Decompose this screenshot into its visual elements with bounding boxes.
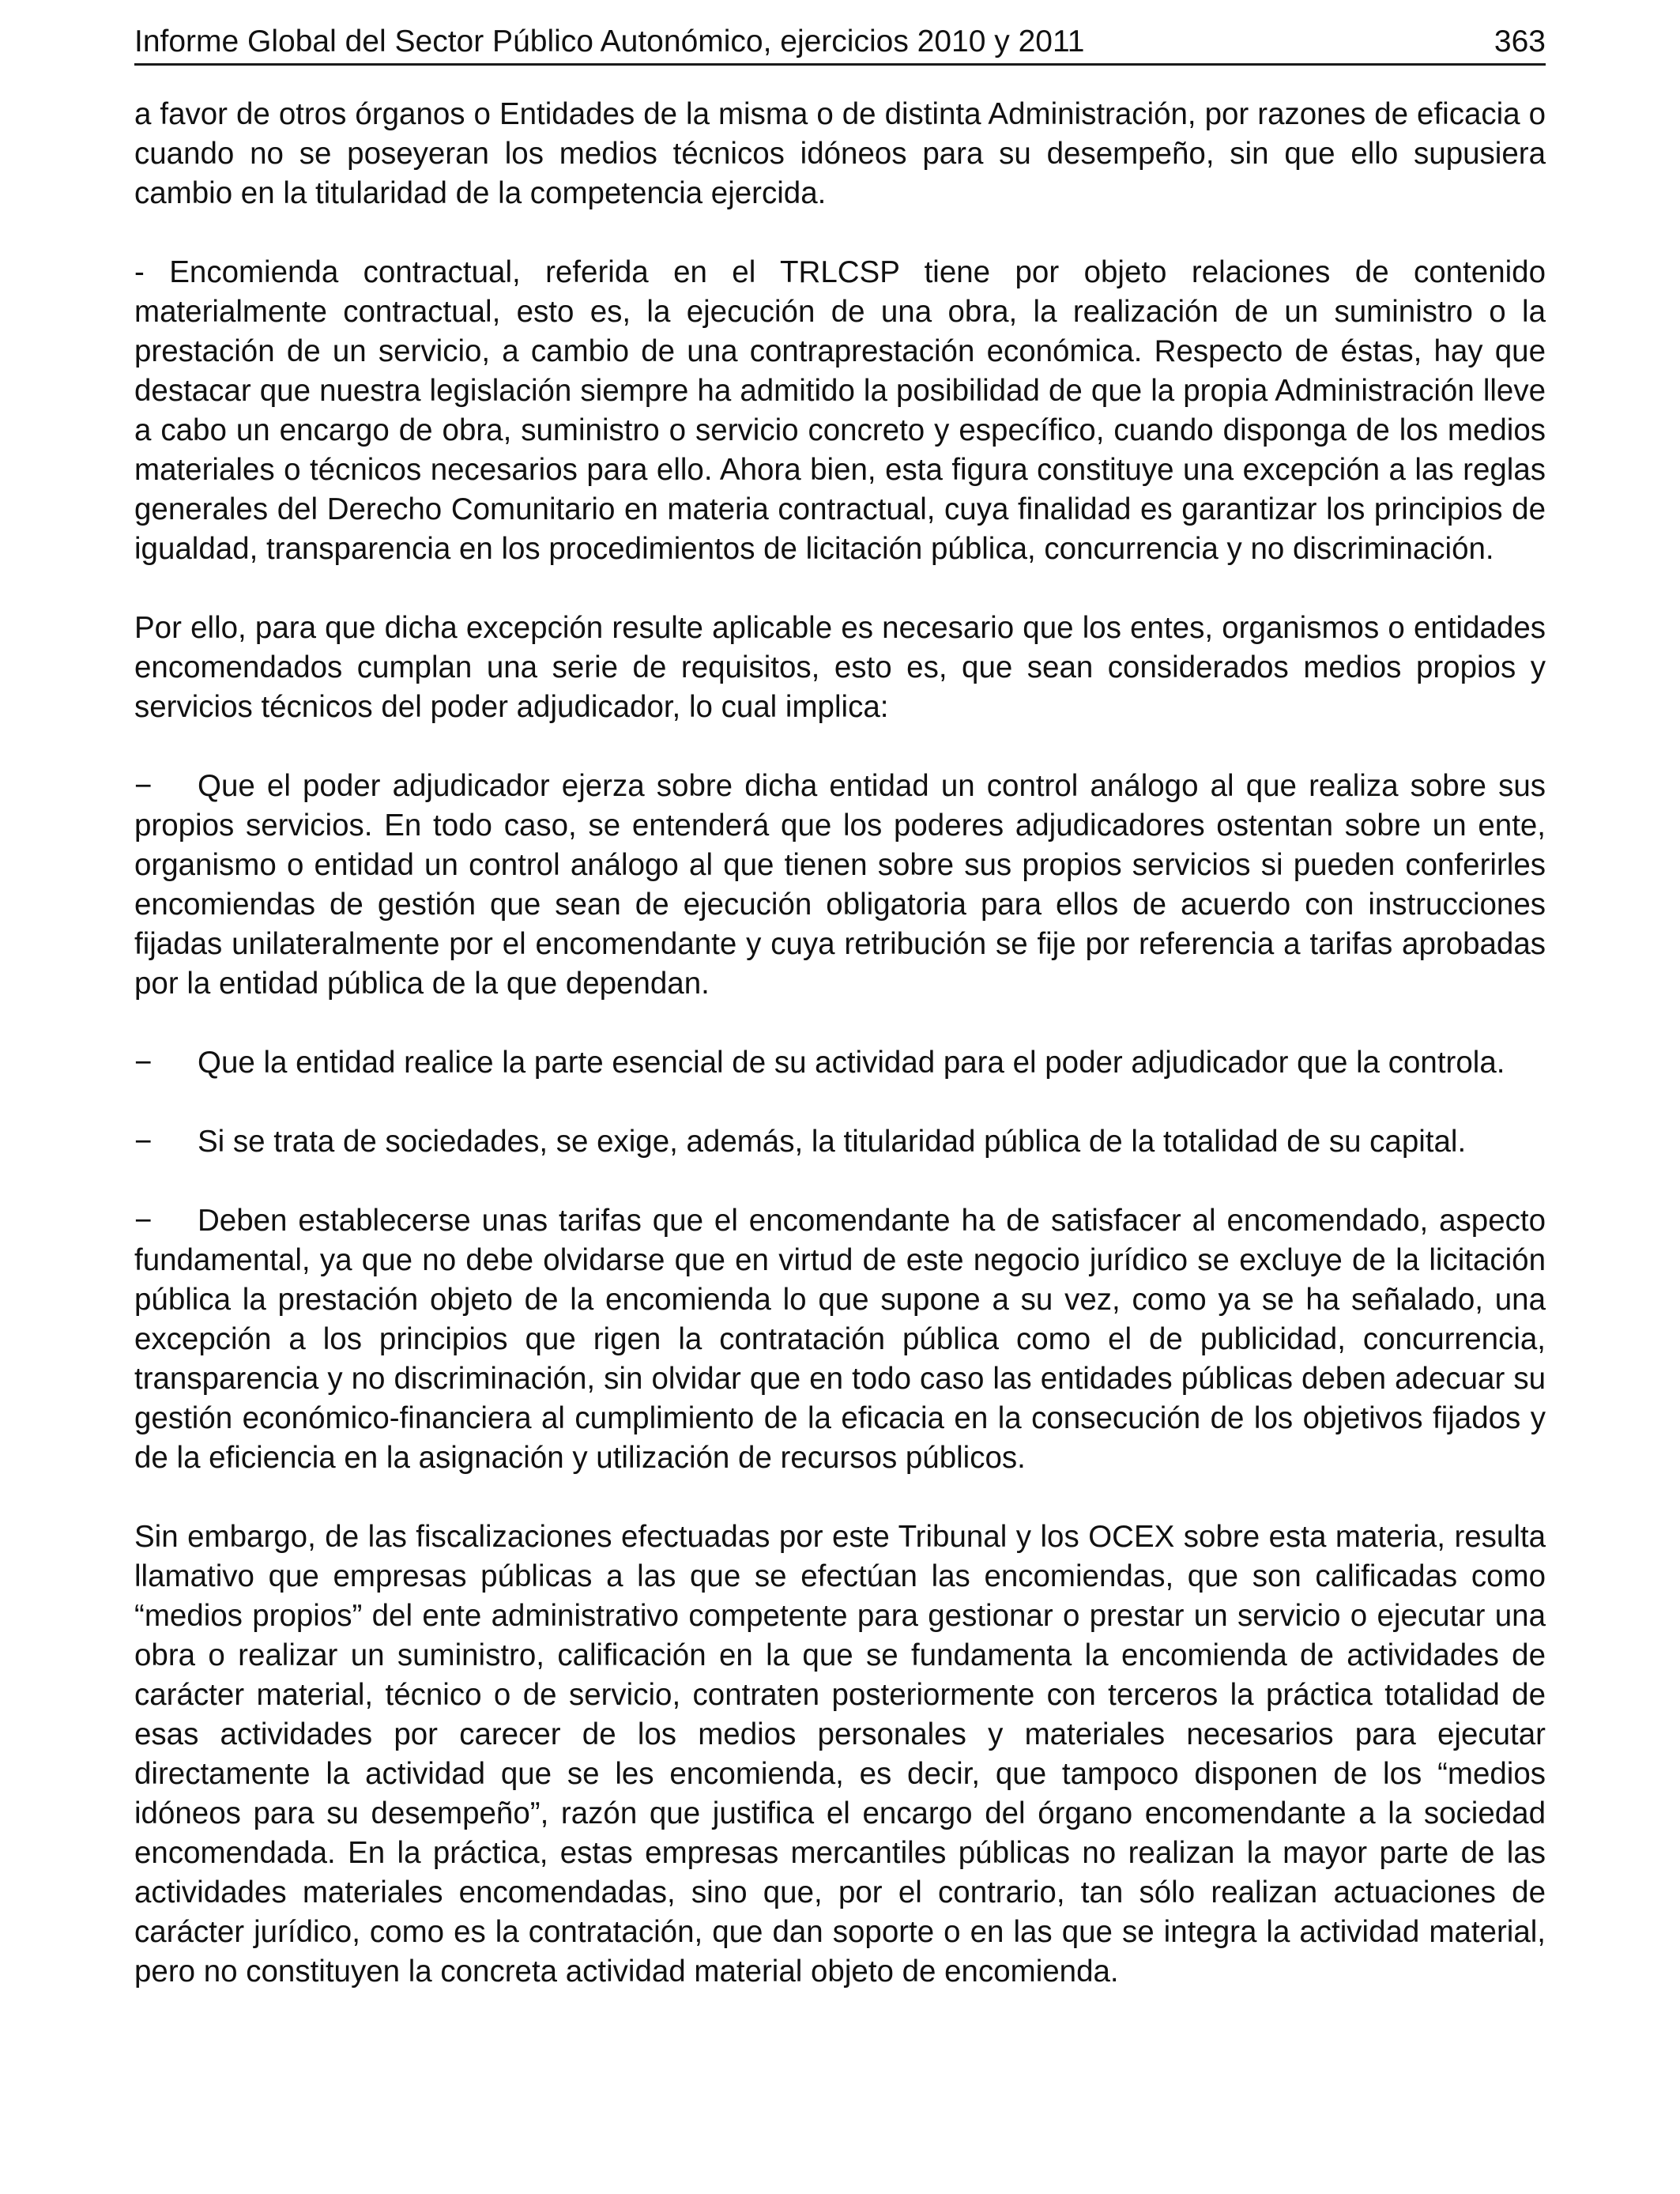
paragraph [134,95,1546,213]
list-item [134,1043,1546,1083]
page-number: 363 [1494,25,1546,58]
dash-bullet: − [134,1204,153,1238]
list-item [134,767,1546,1004]
paragraph [134,253,1546,569]
paragraph-text: - Encomienda contractual, referida en el TRLCSP tiene por objeto relaciones de contenido materialmente contractual, esto es, la ejecución de una obra, la realización de un suministro o la prestación de un servicio, a cambio de una contraprestación económica. Respecto de éstas, hay que destacar que nuestra legislación siempre ha admitido la posibilidad de que la propia Administración lleve a cabo un encargo de obra, suministro o servicio concreto y específico, cuando disponga de los medios materiales o técnicos necesarios para ello. Ahora bien, esta figura constituye una excepción a las reglas generales del Derecho Comunitario en materia contractual, cuya finalidad es garantizar los principios de igualdad, transparencia en los procedimientos de licitación pública, concurrencia y no discriminación. [134,255,1546,566]
page-header [134,21,1546,66]
paragraph-text: Sin embargo, de las fiscalizaciones efectuadas por este Tribunal y los OCEX sobre esta materia, resulta llamativo que empresas públicas a las que se efectúan las encomiendas, que son calificadas como “medios propios” del ente administrativo competente para gestionar o prestar un servicio o ejecutar una obra o realizar un suministro, calificación en la que se fundamenta la encomienda de actividades de carácter material, técnico o de servicio, contraten posteriormente con terceros la práctica totalidad de esas actividades por carecer de los medios personales y materiales necesarios para ejecutar directamente la actividad que se les encomienda, es decir, que tampoco disponen de los “medios idóneos para su desempeño”, razón que justifica el encargo del órgano encomendante a la sociedad encomendada. En la práctica, estas empresas mercantiles públicas no realizan la mayor parte de las actividades materiales encomendadas, sino que, por el contrario, tan sólo realizan actuaciones de carácter jurídico, como es la contratación, que dan soporte o en las que se integra la actividad material, pero no constituyen la concreta actividad material objeto de encomienda. [134,1520,1546,1989]
paragraph-text: a favor de otros órganos o Entidades de la misma o de distinta Administración, por razones de eficacia o cuando no se poseyeran los medios técnicos idóneos para su desempeño, sin que ello supusiera cambio en la titularidad de la competencia ejercida. [134,97,1546,210]
list-item [134,1201,1546,1478]
list-item-text: Si se trata de sociedades, se exige, además, la titularidad pública de la totalidad de su capital. [198,1125,1467,1159]
body-text [134,95,1546,2031]
header-title: Informe Global del Sector Público Autonómico, ejercicios 2010 y 2011 [134,25,1085,58]
paragraph [134,1517,1546,1992]
dash-bullet: − [134,769,153,803]
dash-bullet: − [134,1125,153,1159]
paragraph [134,609,1546,727]
list-item-text: Deben establecerse unas tarifas que el encomendante ha de satisfacer al encomendado, aspecto fundamental, ya que no debe olvidarse que en virtud de este negocio jurídico se excluye de la licitación pública la prestación objeto de la encomienda lo que supone a su vez, como ya se ha señalado, una excepción a los principios que rigen la contratación pública como el de publicidad, concurrencia, transparencia y no discriminación, sin olvidar que en todo caso las entidades públicas deben adecuar su gestión económico-financiera al cumplimiento de la eficacia en la consecución de los objetivos fijados y de la eficiencia en la asignación y utilización de recursos públicos. [134,1204,1546,1475]
list-item-text: Que la entidad realice la parte esencial de su actividad para el poder adjudicador que la controla. [198,1046,1505,1080]
list-item [134,1122,1546,1162]
list-item-text: Que el poder adjudicador ejerza sobre dicha entidad un control análogo al que realiza sobre sus propios servicios. En todo caso, se entenderá que los poderes adjudicadores ostentan sobre un ente, organismo o entidad un control análogo al que tienen sobre sus propios servicios si pueden conferirles encomiendas de gestión que sean de ejecución obligatoria para ellos de acuerdo con instrucciones fijadas unilateralmente por el encomendante y cuya retribución se fije por referencia a tarifas aprobadas por la entidad pública de la que dependan. [134,769,1546,1001]
dash-bullet: − [134,1046,153,1080]
paragraph-text: Por ello, para que dicha excepción resulte aplicable es necesario que los entes, organismos o entidades encomendados cumplan una serie de requisitos, esto es, que sean considerados medios propios y servicios técnicos del poder adjudicador, lo cual implica: [134,611,1546,724]
